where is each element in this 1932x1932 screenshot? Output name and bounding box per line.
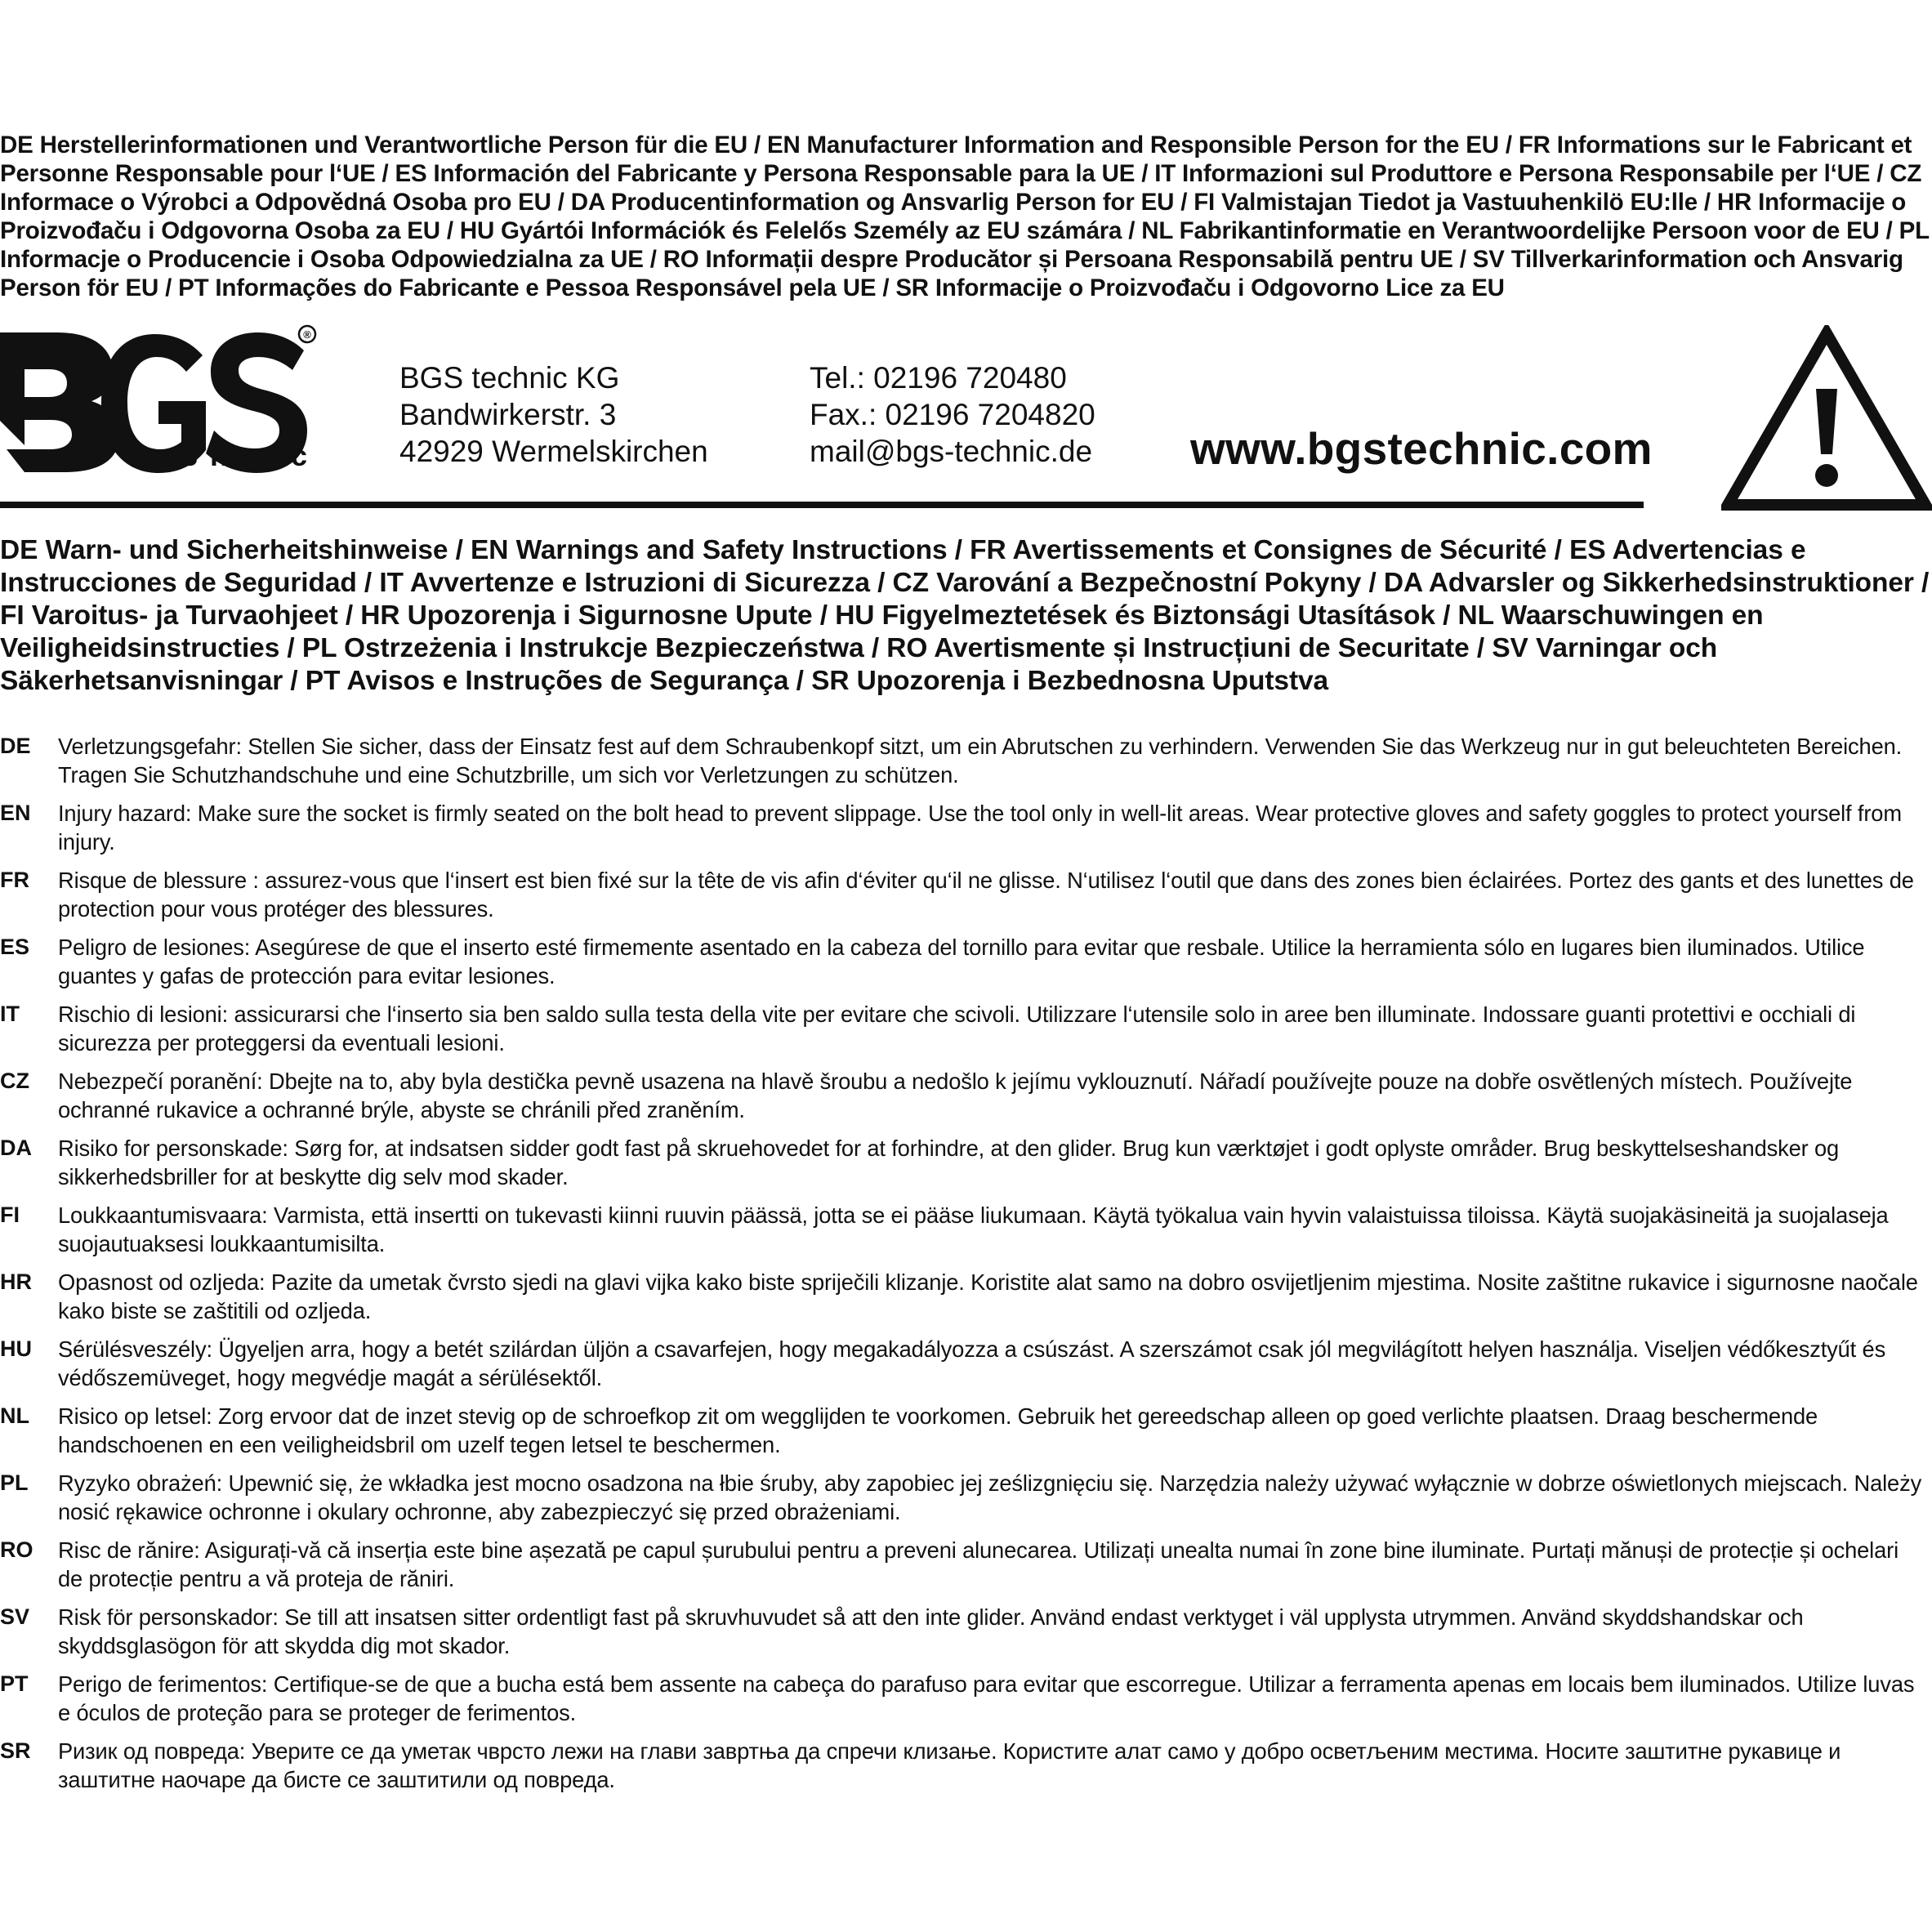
language-code: FI (0, 1202, 20, 1227)
list-item (0, 1268, 1930, 1335)
language-code: NL (0, 1403, 29, 1428)
instruction-text: Risc de rănire: Asigurați-vă că inserția este bine așezată pe capul șurubului pentru a preveni alunecarea. Utilizați unealta numai în zone bine iluminate. Purtați mănuși de protecție și ochelari de protecție pentru a vă proteja de răniri. (58, 1537, 1899, 1591)
list-item (0, 1603, 1930, 1670)
language-code: FR (0, 868, 29, 892)
address-block (399, 359, 708, 470)
company-name: BGS technic KG (399, 361, 620, 395)
instruction-text: Peligro de lesiones: Asegúrese de que el inserto esté firmemente asentado en la cabeza del tornillo para evitar que resbale. Utilice la herramienta sólo en lugares bien iluminados. Utilice guantes y gafas de protección para evitar lesiones. (58, 935, 1865, 988)
list-item (0, 1402, 1930, 1469)
fax: Fax.: 02196 7204820 (810, 398, 1095, 431)
list-item (0, 1201, 1930, 1268)
language-code: EN (0, 801, 31, 825)
instruction-text: Risque de blessure : assurez-vous que l‘insert est bien fixé sur la tête de vis afin d‘éviter qu‘il ne glisse. N‘utilisez l‘outil que dans des zones bien éclairées. Portez des gants et des lunettes de protection pour vous protéger des blessures. (58, 868, 1914, 921)
language-code: RO (0, 1537, 33, 1562)
list-item (0, 1335, 1930, 1402)
language-code: CZ (0, 1069, 29, 1093)
list-item (0, 732, 1930, 799)
language-code: HR (0, 1269, 32, 1294)
list-item (0, 799, 1930, 866)
list-item (0, 1737, 1930, 1804)
list-item (0, 1670, 1930, 1737)
instruction-text: Sérülésveszély: Ügyeljen arra, hogy a betét szilárdan üljön a csavarfejen, hogy megakadályozza a csúszást. A szerszámot csak jól megvilágított helyen használja. Viseljen védőkesztyűt és védőszemüveget, hogy megvédje magát a sérülésektől. (58, 1336, 1886, 1390)
safety-instructions-list (0, 732, 1930, 1804)
instruction-text: Ryzyko obrażeń: Upewnić się, że wkładka jest mocno osadzona na łbie śruby, aby zapobiec jej ześlizgnięciu się. Narzędzia należy używać wyłącznie w dobrze oświetlonych miejscach. Należy nosić rękawice ochronne i okulary ochronne, aby zabezpieczyć się przed obrażeniami. (58, 1470, 1922, 1524)
language-code: PT (0, 1671, 29, 1696)
list-item (0, 1469, 1930, 1536)
language-code: DE (0, 734, 31, 758)
telephone: Tel.: 02196 720480 (810, 361, 1067, 395)
registered-mark: ® (303, 328, 311, 341)
instruction-text: Nebezpečí poranění: Dbejte na to, aby byla destička pevně usazena na hlavě šroubu a nedošlo k jejímu vyklouznutí. Nářadí používejte pouze na dobře osvětlených místech. Používejte ochranné rukavice a ochranné brýle, abyste se chránili před zraněním. (58, 1069, 1853, 1122)
language-code: IT (0, 1002, 20, 1026)
list-item (0, 866, 1930, 933)
instruction-text: Risico op letsel: Zorg ervoor dat de inzet stevig op de schroefkop zit om wegglijden te voorkomen. Gebruik het gereedschap alleen op goed verlichte plaatsen. Draag beschermende handschoenen en een veiligheidsbril om uzelf tegen letsel te beschermen. (58, 1403, 1818, 1457)
list-item (0, 933, 1930, 1000)
list-item (0, 1000, 1930, 1067)
instruction-text: Perigo de ferimentos: Certifique-se de que a bucha está bem assente na cabeça do parafuso para evitar que escorregue. Utilizar a ferramenta apenas em locais bem iluminados. Utilize luvas e óculos de proteção para se proteger de ferimentos. (58, 1671, 1915, 1725)
street-address: Bandwirkerstr. 3 (399, 398, 617, 431)
language-code: SR (0, 1738, 31, 1763)
instruction-text: Verletzungsgefahr: Stellen Sie sicher, dass der Einsatz fest auf dem Schraubenkopf sitzt, um ein Abrutschen zu verhindern. Verwenden Sie das Werkzeug nur in gut beleuchteten Bereichen. Tragen Sie Schutzhandschuhe und eine Schutzbrille, um sich vor Verletzungen zu schützen. (58, 734, 1903, 788)
list-item (0, 1134, 1930, 1201)
instruction-text: Risk för personskador: Se till att insatsen sitter ordentligt fast på skruvhuvudet så att den inte glider. Använd endast verktyget i väl upplysta utrymmen. Använd skyddshandskar och skyddsglasögon för att skydda dig mot skador. (58, 1604, 1804, 1658)
website-link[interactable]: www.bgstechnic.com (1190, 423, 1653, 474)
instruction-text: Injury hazard: Make sure the socket is firmly seated on the bolt head to prevent slippage. Use the tool only in well-lit areas. Wear protective gloves and safety goggles to protect yourself from injury. (58, 801, 1902, 854)
instruction-text: Ризик од повреда: Уверите се да уметак чврсто лежи на глави завртња да спречи клизање. Користите алат само у добро осветљеним местима. Носите заштитне рукавице и заштитне наочаре да бисте се заштитили од повреда. (58, 1738, 1841, 1792)
language-code: HU (0, 1336, 32, 1361)
divider-rule (0, 502, 1644, 508)
language-code: SV (0, 1604, 30, 1629)
language-code: PL (0, 1470, 29, 1495)
instruction-text: Risiko for personskade: Sørg for, at indsatsen sidder godt fast på skruehovedet for at forhindre, at den glider. Brug kun værktøjet i godt oplyste områder. Brug beskyttelseshandsker og sikkerhedsbriller for at beskytte dig selv mod skader. (58, 1136, 1840, 1189)
warnings-heading: DE Warn- und Sicherheitshinweise / EN Warnings and Safety Instructions / FR Avertissements et Consignes de Sécurité / ES Advertencias e Instrucciones de Seguridad / IT Avvertenze e Istruzioni di Sicurezza / CZ Varování a Bezpečnostní Pokyny / DA Advarsler og Sikkerhedsinstruktioner / FI Varoitus- ja Turvaohjeet / HR Upozorenja i Sigurnosne Upute / HU Figyelmeztetések és Biztonsági Utasítások / NL Waarschuwingen en Veiligheidsinstructies / PL Ostrzeżenia i Instrukcje Bezpieczeństwa / RO Avertismente și Instrucțiuni de Securitate / SV Varningar och Säkerhetsanvisningar / PT Avisos e Instruções de Segurança / SR Upozorenja i Bezbednosna Uputstva (0, 535, 1930, 696)
language-code: DA (0, 1136, 32, 1160)
city-address: 42929 Wermelskirchen (399, 435, 708, 468)
bgs-technic-logo (0, 323, 323, 474)
warning-triangle-icon (1721, 325, 1932, 511)
list-item (0, 1536, 1930, 1603)
instruction-text: Rischio di lesioni: assicurarsi che l‘inserto sia ben saldo sulla testa della vite per evitare che scivoli. Utilizzare l‘utensile solo in aree ben illuminate. Indossare guanti protettivi e occhiali di sicurezza per proteggersi da eventuali lesioni. (58, 1002, 1856, 1055)
language-code: ES (0, 935, 30, 959)
logo-subtext: technic (131, 439, 320, 472)
list-item (0, 1067, 1930, 1134)
email-link[interactable]: mail@bgs-technic.de (810, 435, 1093, 468)
manufacturer-info-heading: DE Herstellerinformationen und Verantwortliche Person für die EU / EN Manufacturer Information and Responsible Person for the EU / FR Informations sur le Fabricant et Personne Responsable pour l‘UE / ES Información del Fabricante y Persona Responsable para la UE / IT Informazioni sul Produttore e Persona Responsabile per l‘UE / CZ Informace o Výrobci a Odpovědná Osoba pro EU / DA Producentinformation og Ansvarlig Person for EU / FI Valmistajan Tiedot ja Vastuuhenkilö EU:lle / HR Informacije o Proizvođaču i Odgovorna Osoba za EU / HU Gyártói Információk és Felelős Személy az EU számára / NL Fabrikantinformatie en Verantwoordelijke Persoon voor de EU / PL Informacje o Producencie i Osoba Odpowiedzialna za UE / RO Informații despre Producător și Persoana Responsabilă pentru UE / SV Tillverkarinformation och Ansvarig Person för EU / PT Informações do Fabricante e Pessoa Responsável pela UE / SR Informacije o Proizvođaču i Odgovorno Lice za EU (0, 132, 1930, 301)
instruction-text: Loukkaantumisvaara: Varmista, että insertti on tukevasti kiinni ruuvin päässä, jotta se ei pääse liukumaan. Käytä työkalua vain hyvin valaistuissa tiloissa. Käytä suojakäsineitä ja suojalaseja suojautuaksesi loukkaantumisilta. (58, 1202, 1889, 1256)
contact-block (810, 359, 1095, 470)
instruction-text: Opasnost od ozljeda: Pazite da umetak čvrsto sjedi na glavi vijka kako biste spriječili klizanje. Koristite alat samo na dobro osvijetljenim mjestima. Nosite zaštitne rukavice i sigurnosne naočale kako biste se zaštitili od ozljeda. (58, 1269, 1918, 1323)
